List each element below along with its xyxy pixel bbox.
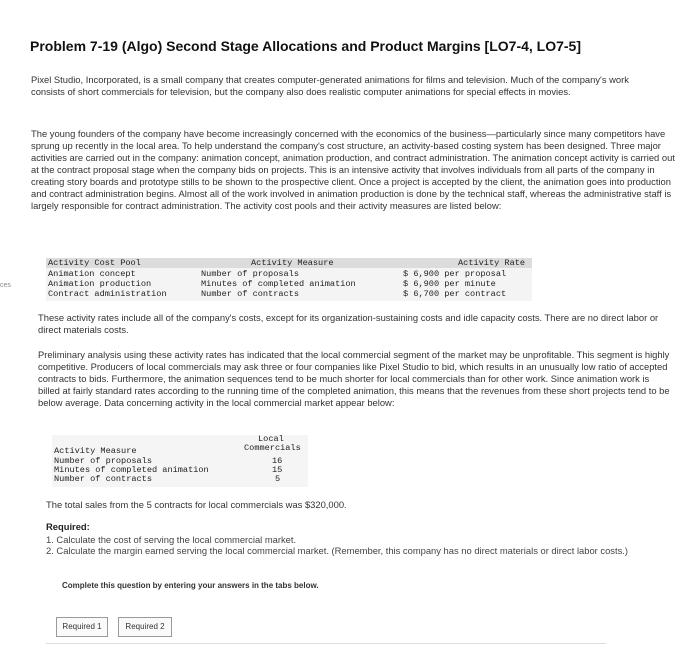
answer-tabs xyxy=(46,607,606,644)
activity-row-2-pool: Animation production xyxy=(48,279,152,289)
founders-paragraph: The young founders of the company have become increasingly concerned with the economics of the business—particularly since many competitors have sprung up recently in the local area. To help understand the company's cost structure, an activity-based costing system has been designed. Three major activities are carried out in the company: animation concept, animation production, and contract administration. The animation concept activity is carried out at the contract proposal stage when the company bids on projects. This is an intensive activity that involves individuals from all parts of the company in creating story boards and prototype stills to be shown to the prospective client. Once a project is accepted by the client, the animation goes into production and contract administration begins. Almost all of the work involved in animation production is done by the technical staff, whereas the administrative staff is largely responsible for contract administration. The activity cost pools and their activity measures are listed below: xyxy=(31,128,675,211)
required-heading: Required: xyxy=(46,521,90,532)
preliminary-paragraph: Preliminary analysis using these activity rates has indicated that the local commercial segment of the market may be unprofitable. This segment is highly competitive. Producers of local commercials may ask three or four companies like Pixel Studio to bid, which results in an unusually low ratio of accepted contracts to bids. Furthermore, the animation sequences tend to be much shorter for local commercials than for other work. Since animation work is billed at fairly standard rates according to the running time of the completed animation, this means that the revenues from these short projects tend to be below average. Data concerning activity in the local commercial market appear below: xyxy=(38,349,670,408)
local-row-2-label: Minutes of completed animation xyxy=(54,465,209,475)
local-commercials-table xyxy=(52,435,308,487)
required-item-2: 2. Calculate the margin earned serving the local commercial market. (Remember, this company has no direct materials or direct labor costs.) xyxy=(46,545,629,556)
activity-row-3-pool: Contract administration xyxy=(48,289,167,299)
local-row-2-value: 15 xyxy=(272,465,283,475)
tab-required-1[interactable]: Required 1 xyxy=(56,617,108,637)
activity-row-2-measure: Minutes of completed animation xyxy=(201,279,356,289)
intro-paragraph: Pixel Studio, Incorporated, is a small company that creates computer-generated animations for films and television. Much of the company's work consists of short commercials for television, but the company also does realistic computer animations for special effects in movies. xyxy=(31,74,629,97)
sales-note: The total sales from the 5 contracts for local commercials was $320,000. xyxy=(46,499,347,510)
local-table-measure-header: Activity Measure xyxy=(54,446,137,456)
local-row-1-label: Number of proposals xyxy=(54,456,152,466)
rates-note-paragraph: These activity rates include all of the company's costs, except for its organization-sustaining costs and idle capacity costs. There are no direct labor or direct materials costs. xyxy=(38,312,659,335)
local-table-header-line1: Local xyxy=(258,434,284,444)
activity-row-1-rate: $ 6,900 per proposal xyxy=(403,269,507,279)
activity-table-header-measure: Activity Measure xyxy=(251,258,334,268)
local-table-header-line2: Commercials xyxy=(244,443,301,453)
required-item-1: 1. Calculate the cost of serving the local commercial market. xyxy=(46,534,297,545)
activity-row-3-measure: Number of contracts xyxy=(201,289,299,299)
local-row-3-label: Number of contracts xyxy=(54,474,152,484)
activity-row-1-measure: Number of proposals xyxy=(201,269,299,279)
activity-rates-table xyxy=(46,258,532,301)
problem-title: Problem 7-19 (Algo) Second Stage Allocations and Product Margins [LO7-4, LO7-5] xyxy=(30,38,582,54)
activity-row-3-rate: $ 6,700 per contract xyxy=(403,289,507,299)
local-row-3-value: 5 xyxy=(275,474,281,484)
activity-table-header-rate: Activity Rate xyxy=(458,258,526,268)
activity-table-header-pool: Activity Cost Pool xyxy=(48,258,141,268)
instruction-text: Complete this question by entering your answers in the tabs below. xyxy=(62,581,319,590)
local-row-1-value: 16 xyxy=(272,456,283,466)
tab-required-2[interactable]: Required 2 xyxy=(118,617,172,637)
activity-row-2-rate: $ 6,900 per minute xyxy=(403,279,496,289)
cropped-edge-label: ces xyxy=(0,282,11,289)
activity-row-1-pool: Animation concept xyxy=(48,269,136,279)
